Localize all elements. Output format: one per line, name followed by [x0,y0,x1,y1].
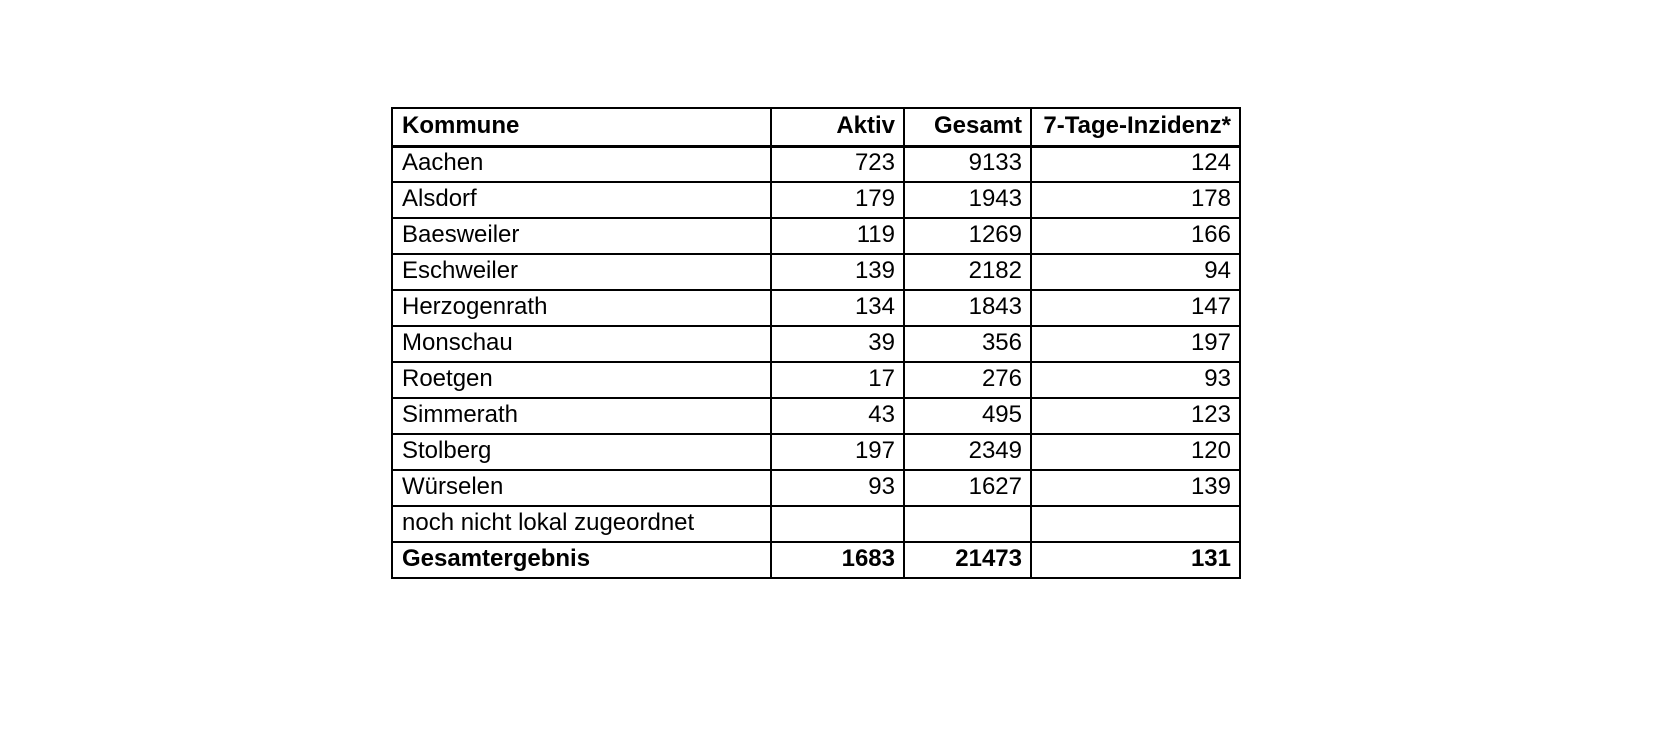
cell-gesamt: 1843 [904,290,1031,326]
cell-aktiv: 43 [771,398,904,434]
cell-inzidenz: 94 [1031,254,1240,290]
table-row [392,398,1240,434]
cell-gesamt: 9133 [904,146,1031,182]
table-row-total [392,542,1240,578]
cell-inzidenz: 147 [1031,290,1240,326]
table-header [392,108,1240,146]
column-header-kommune: Kommune [392,108,771,146]
cell-inzidenz [1031,506,1240,542]
cell-inzidenz: 131 [1031,542,1240,578]
cell-gesamt: 1269 [904,218,1031,254]
table-header-row [392,108,1240,146]
table-body [392,146,1240,578]
cell-kommune: Alsdorf [392,182,771,218]
cell-inzidenz: 166 [1031,218,1240,254]
cell-kommune: Roetgen [392,362,771,398]
column-header-inzidenz: 7-Tage-Inzidenz* [1031,108,1240,146]
cell-aktiv: 39 [771,326,904,362]
cell-aktiv: 17 [771,362,904,398]
cell-kommune: Aachen [392,146,771,182]
table-row [392,290,1240,326]
cell-aktiv: 93 [771,470,904,506]
cell-gesamt: 356 [904,326,1031,362]
cell-kommune: Eschweiler [392,254,771,290]
cell-kommune: Herzogenrath [392,290,771,326]
table-row [392,146,1240,182]
cell-gesamt: 276 [904,362,1031,398]
cell-inzidenz: 139 [1031,470,1240,506]
column-header-gesamt: Gesamt [904,108,1031,146]
table-row [392,218,1240,254]
cell-gesamt: 1943 [904,182,1031,218]
table-row [392,506,1240,542]
cell-aktiv: 197 [771,434,904,470]
table-row [392,434,1240,470]
table-row [392,326,1240,362]
cell-inzidenz: 178 [1031,182,1240,218]
cell-kommune: noch nicht lokal zugeordnet [392,506,771,542]
column-header-aktiv: Aktiv [771,108,904,146]
cell-gesamt: 21473 [904,542,1031,578]
covid-statistics-table [391,107,1241,579]
cell-gesamt [904,506,1031,542]
cell-kommune: Würselen [392,470,771,506]
cell-gesamt: 495 [904,398,1031,434]
covid-statistics-table-container [391,107,1241,579]
cell-gesamt: 2349 [904,434,1031,470]
cell-inzidenz: 93 [1031,362,1240,398]
cell-aktiv: 1683 [771,542,904,578]
table-row [392,362,1240,398]
cell-aktiv [771,506,904,542]
cell-aktiv: 134 [771,290,904,326]
table-row [392,254,1240,290]
table-row [392,182,1240,218]
cell-kommune: Simmerath [392,398,771,434]
cell-aktiv: 139 [771,254,904,290]
cell-gesamt: 2182 [904,254,1031,290]
cell-inzidenz: 197 [1031,326,1240,362]
cell-kommune: Baesweiler [392,218,771,254]
cell-aktiv: 723 [771,146,904,182]
cell-kommune: Monschau [392,326,771,362]
cell-inzidenz: 123 [1031,398,1240,434]
cell-inzidenz: 124 [1031,146,1240,182]
cell-gesamt: 1627 [904,470,1031,506]
table-row [392,470,1240,506]
cell-aktiv: 179 [771,182,904,218]
cell-aktiv: 119 [771,218,904,254]
cell-inzidenz: 120 [1031,434,1240,470]
cell-kommune: Gesamtergebnis [392,542,771,578]
cell-kommune: Stolberg [392,434,771,470]
